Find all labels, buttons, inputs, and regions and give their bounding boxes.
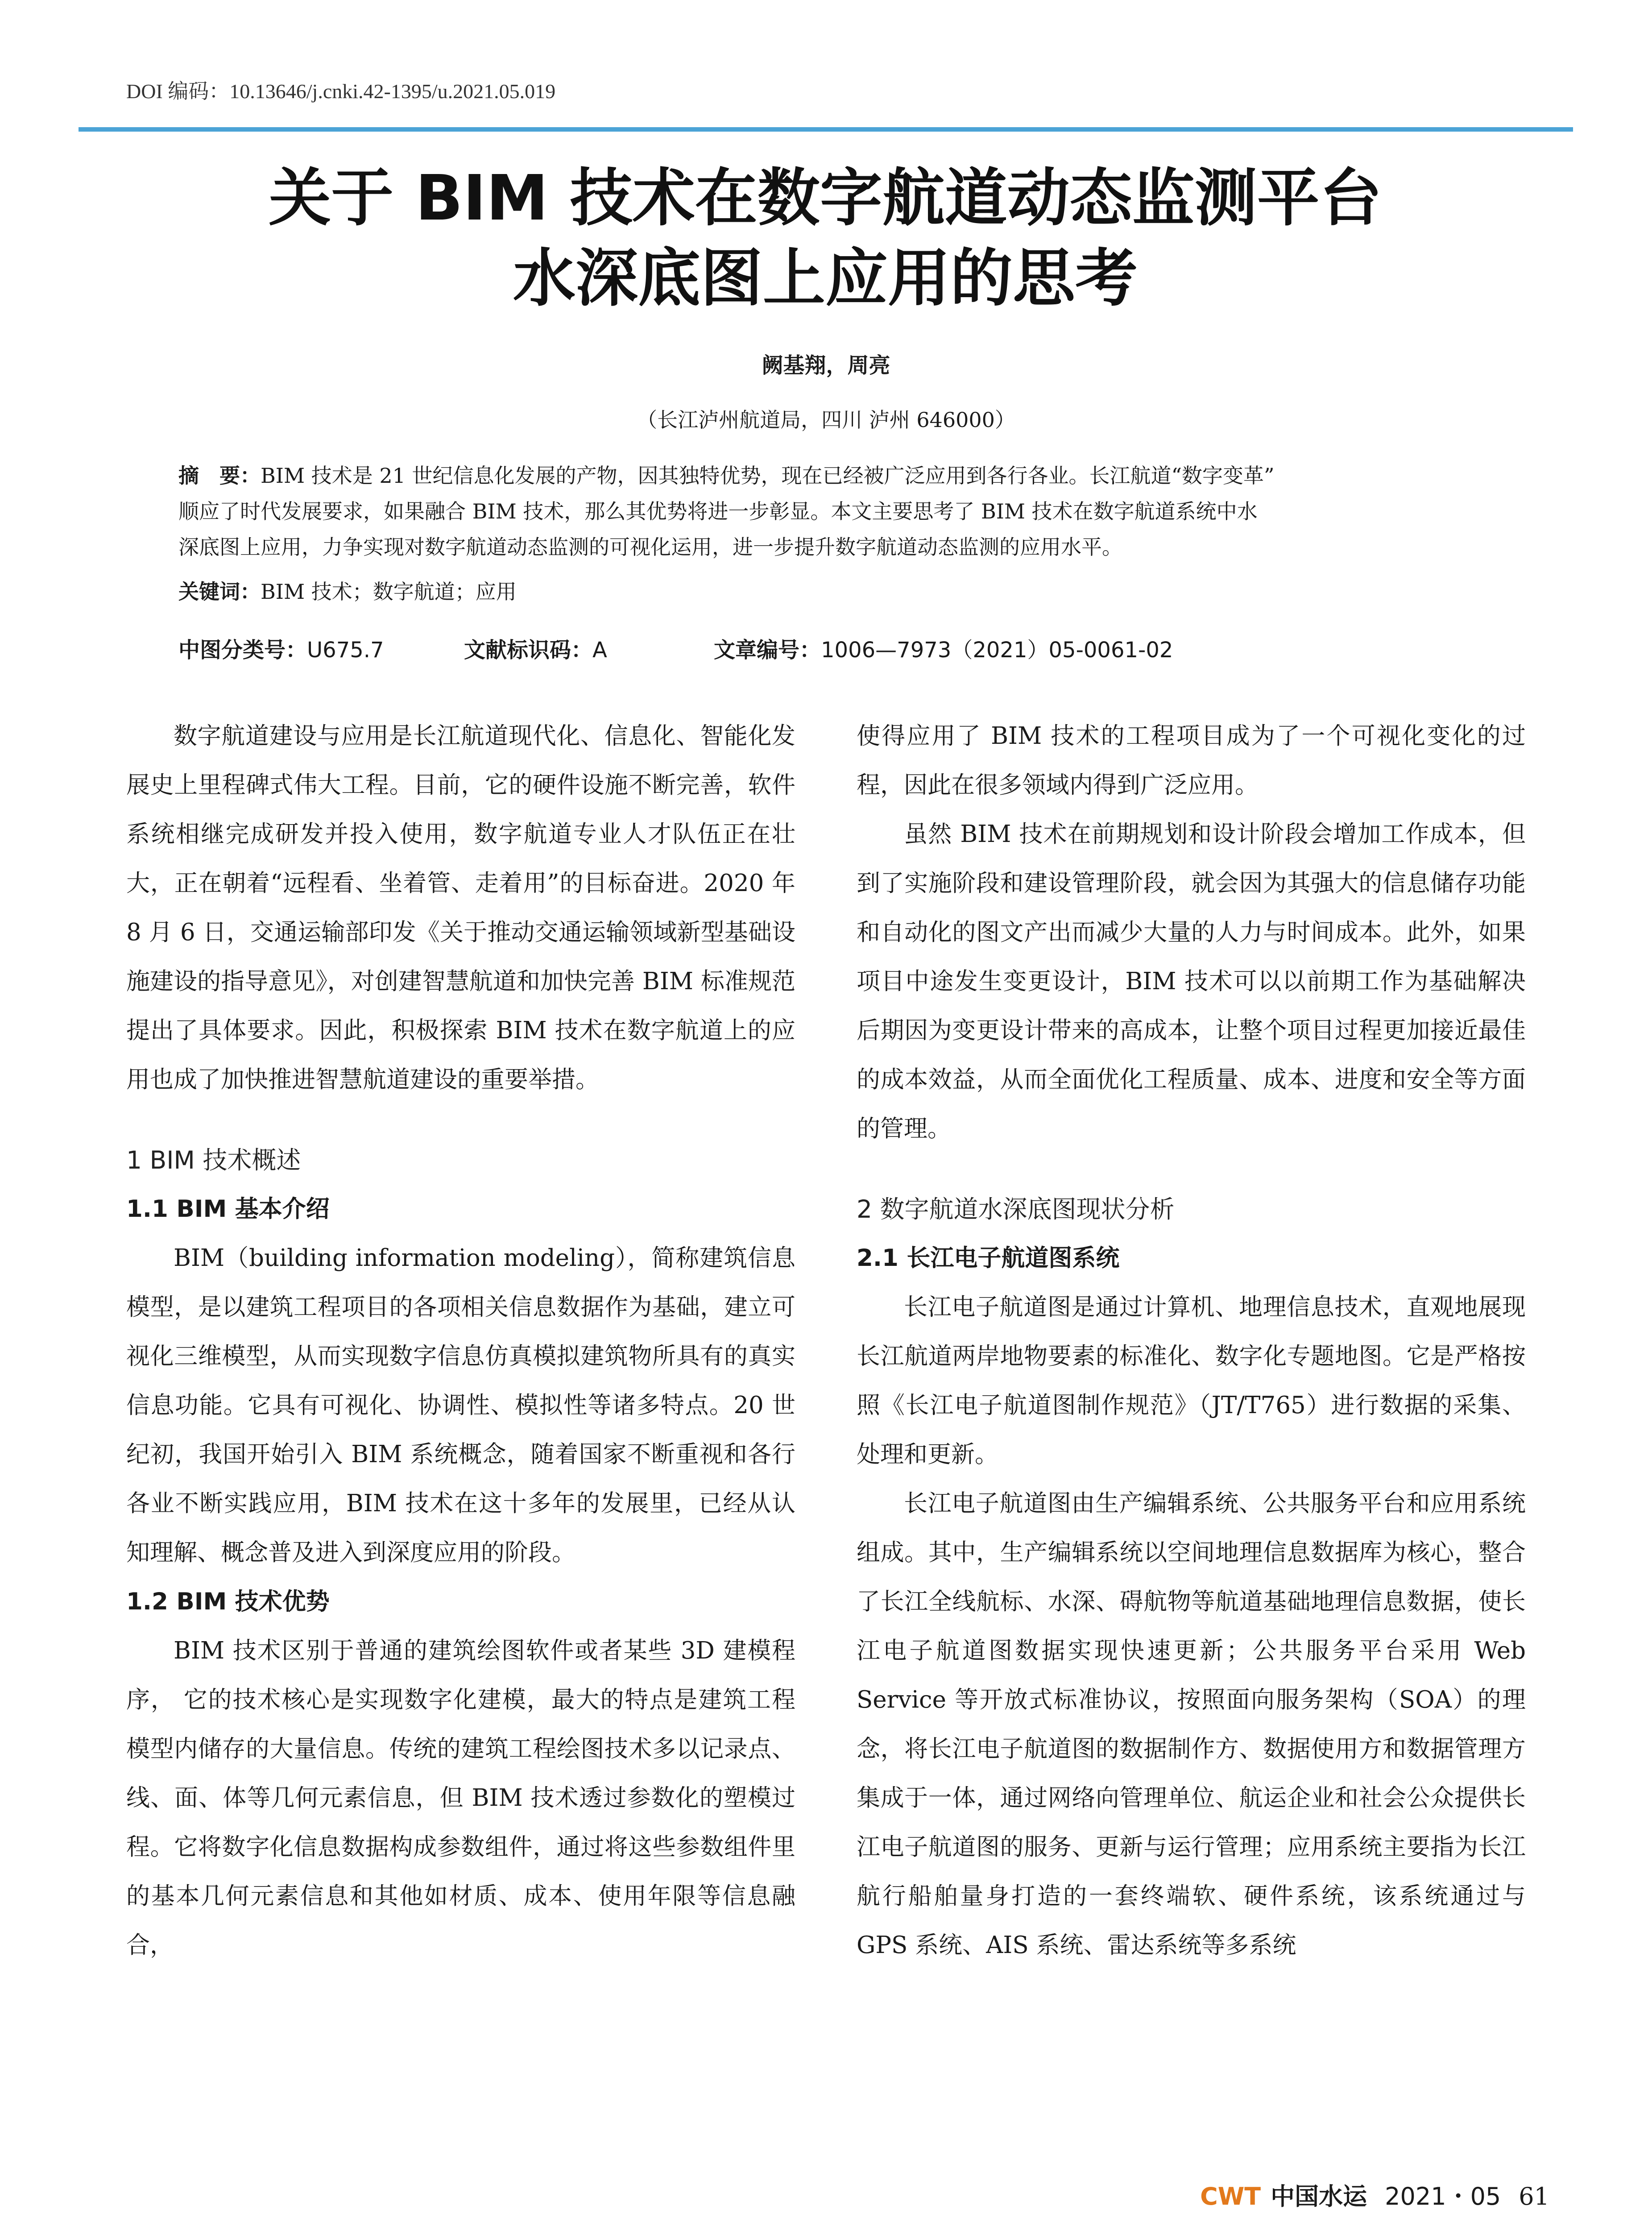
article-title-line-2: 水深底图上应用的思考 bbox=[513, 242, 1138, 315]
section-1-2-heading: 1.2 BIM 技术优势 bbox=[126, 1588, 330, 1615]
doi-line: DOI 编码：10.13646/j.cnki.42-1395/u.2021.05.019 bbox=[126, 80, 556, 103]
section-1-1-paragraph: BIM（building information modeling），简称建筑信息模型，是以建筑工程项目的各项相关信息数据作为基础，建立可视化三维模型，从而实现数字信息仿真模拟建筑物所具有的真实信息功能。它具有可视化、协调性、模拟性等诸多特点。20 世纪初，我国开始引入 BIM 系统概念，随着国家不断重视和各行各业不断实践应用，BIM 技术在这十多年的发展里，已经从认知理解、概念普及进入到深度应用的阶段。 bbox=[126, 1244, 795, 1566]
authors: 阙基翔，周亮 bbox=[762, 353, 890, 378]
page-footer bbox=[1200, 2177, 1549, 2212]
keywords-line bbox=[178, 576, 517, 605]
cwt-brand: CWT bbox=[1200, 2182, 1261, 2210]
right-column bbox=[857, 712, 1526, 1970]
section-1-2-paragraph: BIM 技术区别于普通的建筑绘图软件或者某些 3D 建模程序， 它的技术核心是实现数字化建模，最大的特点是建筑工程模型内储存的大量信息。传统的建筑工程绘图技术多以记录点、线、面、体等几何元素信息，但 BIM 技术透过参数化的塑模过程。它将数字化信息数据构成参数组件，通过将这些参数组件里的基本几何元素信息和其他如材质、成本、使用年限等信息融合， bbox=[126, 1637, 795, 1959]
section-2-1-paragraph-1: 长江电子航道图是通过计算机、地理信息技术，直观地展现长江航道两岸地物要素的标准化、数字化专题地图。它是严格按照《长江电子航道图制作规范》（JT/T765）进行数据的采集、处理和更新。 bbox=[857, 1294, 1526, 1468]
document-code bbox=[464, 633, 607, 663]
journal-name: 中国水运 bbox=[1271, 2182, 1367, 2210]
section-2-1-paragraph-2: 长江电子航道图由生产编辑系统、公共服务平台和应用系统组成。其中，生产编辑系统以空间地理信息数据库为核心，整合了长江全线航标、水深、碍航物等航道基础地理信息数据，使长江电子航道图数据实现快速更新；公共服务平台采用 Web Service 等开放式标准协议，按照面向服务架构（SOA）的理念，将长江电子航道图的数据制作方、数据使用方和数据管理方集成于一体，通过网络向管理单位、航运企业和社会公众提供长江电子航道图的服务、更新与运行管理；应用系统主要指为长江航行船舶量身打造的一套终端软、硬件系统，该系统通过与 GPS 系统、AIS 系统、雷达系统等多系统 bbox=[857, 1490, 1526, 1959]
article-title-line-1: 关于 BIM 技术在数字航道动态监测平台 bbox=[269, 162, 1382, 235]
affiliation: （长江泸州航道局，四川 泸州 646000） bbox=[637, 408, 1015, 432]
clc-value: U675.7 bbox=[307, 638, 384, 663]
clc-label: 中图分类号： bbox=[178, 638, 307, 663]
keywords-label: 关键词： bbox=[178, 580, 261, 604]
article-value: 1006—7973（2021）05-0061-02 bbox=[821, 638, 1173, 663]
left-column bbox=[126, 712, 795, 1970]
page-number: 61 bbox=[1519, 2182, 1549, 2210]
keywords-text: BIM 技术；数字航道；应用 bbox=[261, 580, 517, 604]
section-1-heading: 1 BIM 技术概述 bbox=[126, 1146, 301, 1174]
section-2-1-heading: 2.1 长江电子航道图系统 bbox=[857, 1244, 1120, 1272]
clc-number bbox=[178, 633, 384, 663]
header-rule bbox=[79, 127, 1573, 132]
intro-paragraph: 数字航道建设与应用是长江航道现代化、信息化、智能化发展史上里程碑式伟大工程。目前，它的硬件设施不断完善，软件系统相继完成研发并投入使用，数字航道专业人才队伍正在壮大，正在朝着“远程看、坐着管、走着用”的目标奋进。2020 年 8 月 6 日，交通运输部印发《关于推动交通运输领域新型基础设施建设的指导意见》，对创建智慧航道和加快完善 BIM 标准规范提出了具体要求。因此，积极探索 BIM 技术在数字航道上的应用也成了加快推进智慧航道建设的重要举措。 bbox=[126, 722, 795, 1093]
abstract-text-1: BIM 技术是 21 世纪信息化发展的产物，因其独特优势，现在已经被广泛应用到各行各业。长江航道“数字变革” bbox=[261, 464, 1275, 488]
doc-value: A bbox=[592, 638, 607, 663]
continued-paragraph: 使得应用了 BIM 技术的工程项目成为了一个可视化变化的过程，因此在很多领域内得到广泛应用。 bbox=[857, 722, 1526, 799]
section-1-1-heading: 1.1 BIM 基本介绍 bbox=[126, 1195, 330, 1223]
article-label: 文章编号： bbox=[714, 638, 821, 663]
doc-label: 文献标识码： bbox=[464, 638, 593, 663]
abstract-line-3: 深底图上应用，力争实现对数字航道动态监测的可视化运用，进一步提升数字航道动态监测的应用水平。 bbox=[178, 535, 1122, 559]
section-2-heading: 2 数字航道水深底图现状分析 bbox=[857, 1195, 1175, 1223]
article-number bbox=[714, 633, 1173, 663]
cost-paragraph: 虽然 BIM 技术在前期规划和设计阶段会增加工作成本，但到了实施阶段和建设管理阶段，就会因为其强大的信息储存功能和自动化的图文产出而减少大量的人力与时间成本。此外，如果项目中途发生变更设计，BIM 技术可以以前期工作为基础解决后期因为变更设计带来的高成本，让整个项目过程更加接近最佳的成本效益，从而全面优化工程质量、成本、进度和安全等方面的管理。 bbox=[857, 821, 1526, 1142]
issue-number: 2021・05 bbox=[1385, 2182, 1501, 2210]
abstract-label: 摘 要： bbox=[178, 464, 261, 488]
abstract-line-1 bbox=[178, 460, 1275, 489]
abstract-line-2: 顺应了时代发展要求，如果融合 BIM 技术，那么其优势将进一步彰显。本文主要思考了 BIM 技术在数字航道系统中水 bbox=[178, 499, 1258, 523]
